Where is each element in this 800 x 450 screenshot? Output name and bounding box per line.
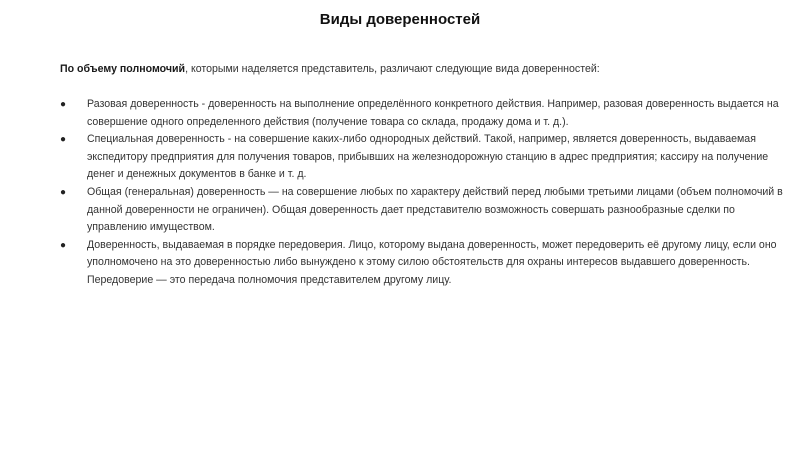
page-title: Виды доверенностей: [319, 11, 481, 28]
list-item-text: Специальная доверенность - на совершение каких-либо однородных действий. Такой, например, является доверенность, выдаваемая экспедитору предприятия для получения товаров, прибывших на железнодорожную станцию в адрес предприятия; кассиру на получение денег и денежных документов в банке и т. д.: [87, 133, 769, 181]
list-item-text: Доверенность, выдаваемая в порядке передоверия. Лицо, которому выдана доверенность, может передоверить её другому лицу, если оно уполномочено на это доверенностью либо вынуждено к этому силою обстоятельств для охраны интересов выдавшего доверенность. Передоверие — это передача полномочия представителем другому лицу.: [87, 238, 777, 286]
intro-text: , которыми наделяется представитель, различают следующие вида доверенностей:: [185, 63, 600, 75]
bullet-icon: ●: [60, 186, 67, 198]
list-item-general: [60, 184, 786, 237]
intro-paragraph: [60, 61, 780, 77]
bullet-icon: ●: [60, 99, 67, 110]
bullet-icon: ●: [60, 134, 67, 146]
list-item-text: Разовая доверенность - доверенность на выполнение определённого конкретного действия. Например, разовая доверенность выдается на совершение одного определенного действия (получение товара со склада, продажу дома и т. д.).: [87, 98, 779, 128]
list-item-substitution: [60, 237, 786, 290]
list-item-special: [60, 131, 786, 184]
list-item-one-time: [60, 96, 786, 131]
intro-bold-term: По объему полномочий: [60, 63, 186, 75]
bullet-icon: ●: [60, 239, 67, 251]
list-item-text: Общая (генеральная) доверенность — на совершение любых по характеру действий перед любыми третьими лицами (объем полномочий в данной доверенности не ограничен). Общая доверенность дает представителю возможность совершать разнообразные сделки по управлению имуществом.: [87, 185, 783, 234]
types-list: [60, 96, 786, 290]
